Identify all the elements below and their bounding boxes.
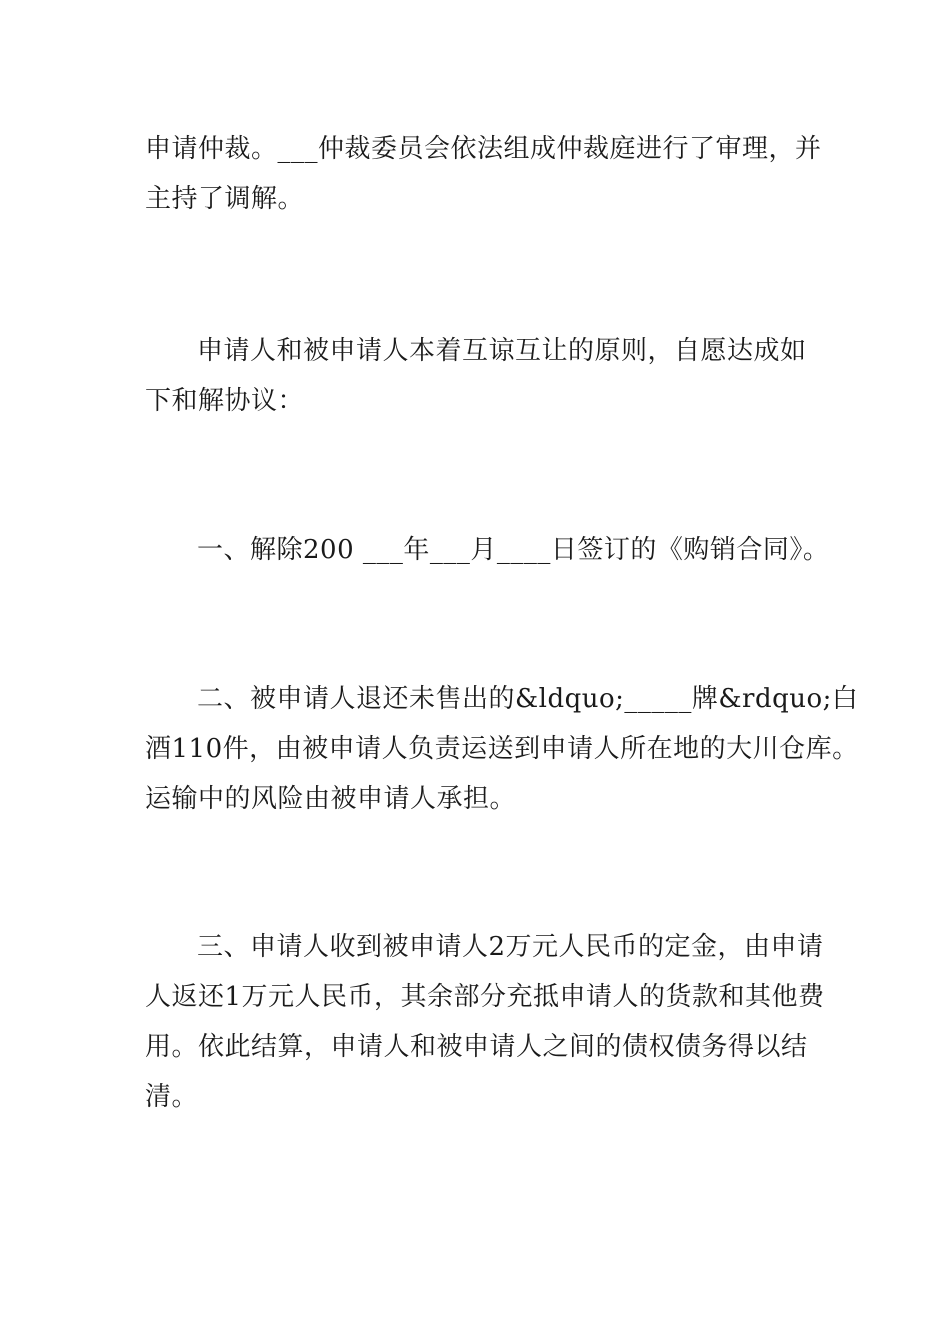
paragraph-1-line-1: 申请仲裁。___仲裁委员会依法组成仲裁庭进行了审理，并	[145, 134, 822, 164]
paragraph-5-line-1: 三、申请人收到被申请人2万元人民币的定金，由申请	[197, 932, 824, 962]
paragraph-2-line-2: 下和解协议：	[145, 386, 305, 416]
paragraph-5-line-2: 人返还1万元人民币，其余部分充抵申请人的货款和其他费	[145, 982, 825, 1012]
paragraph-1-line-2: 主持了调解。	[145, 184, 305, 214]
paragraph-4-line-2: 酒110件，由被申请人负责运送到申请人所在地的大川仓库。	[145, 734, 859, 764]
paragraph-5-line-3: 用。依此结算，申请人和被申请人之间的债权债务得以结	[145, 1032, 808, 1062]
paragraph-2-line-1: 申请人和被申请人本着互谅互让的原则，自愿达成如	[197, 336, 807, 366]
paragraph-3-line-1: 一、解除200 ___年___月____日签订的《购销合同》。	[197, 535, 830, 565]
paragraph-4-line-3: 运输中的风险由被申请人承担。	[145, 784, 517, 814]
paragraph-4-line-1: 二、被申请人退还未售出的&ldquo;_____牌&rdquo;白	[197, 684, 859, 714]
paragraph-5-line-4: 清。	[145, 1082, 199, 1112]
